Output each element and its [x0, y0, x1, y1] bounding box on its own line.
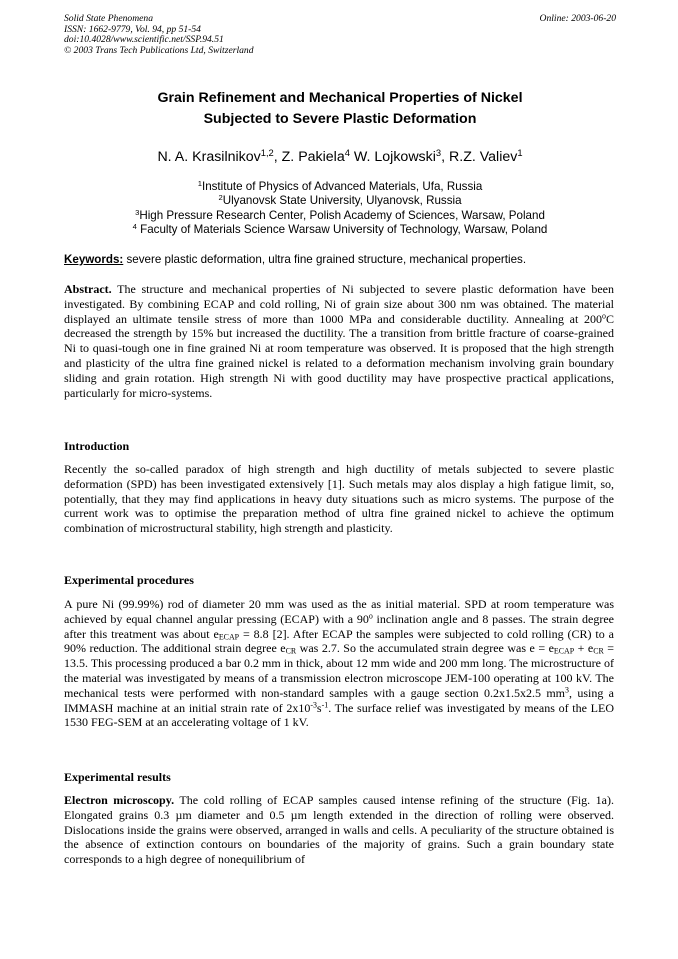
- journal-name: Solid State Phenomena: [64, 13, 153, 24]
- title-line-2: Subjected to Severe Plastic Deformation: [203, 111, 477, 127]
- author-list: [64, 147, 616, 167]
- author-name: N. A. Krasilnikov: [157, 149, 261, 165]
- affiliation-text: Institute of Physics of Advanced Materials, Ufa, Russia: [201, 180, 483, 193]
- online-date: Online: 2003-06-20: [539, 13, 616, 24]
- results-heading: Experimental results: [64, 770, 171, 784]
- affiliation-list: [64, 180, 616, 238]
- affiliation-sup: 3: [135, 207, 140, 217]
- text-run: inclination angle and 8 passes. The strain degree after this treatment was about e: [64, 611, 614, 641]
- author-affil-sup: 1,2: [260, 147, 274, 158]
- affiliation-text: Ulyanovsk State University, Ulyanovsk, Russia: [222, 194, 462, 208]
- text-run: , using a IMMASH machine at an initial strain rate of 2x10: [64, 685, 614, 715]
- keywords-text: severe plastic deformation, ultra fine grained structure, mechanical properties.: [123, 253, 527, 266]
- author-name: R.Z. Valiev: [449, 149, 518, 165]
- affiliation-sup: 4: [132, 222, 137, 232]
- affiliation-line: [64, 209, 616, 223]
- abstract-label: Abstract.: [64, 282, 112, 296]
- superscript: -3: [310, 700, 317, 710]
- affiliation-sup: 2: [218, 193, 223, 203]
- subscript: ECAP: [218, 632, 240, 642]
- issn-line: ISSN: 1662-9779, Vol. 94, pp 51-54: [64, 23, 201, 35]
- experimental-paragraph: [64, 597, 614, 730]
- experimental-heading: Experimental procedures: [64, 573, 194, 587]
- results-lead: Electron microscopy.: [64, 793, 175, 807]
- superscript: -1: [321, 700, 329, 710]
- subscript: ECAP: [553, 646, 575, 656]
- text-run: = 8.8 [2]. After ECAP the samples were subjected to cold rolling (CR) to a 90% reduction. The additional strain degree e: [64, 626, 614, 656]
- paper-title: [64, 88, 616, 130]
- text-run: s: [316, 700, 322, 715]
- superscript: o: [368, 611, 373, 621]
- author-affil-sup: 1: [517, 147, 523, 158]
- author-name: W. Lojkowski: [353, 149, 436, 165]
- subscript: CR: [593, 646, 604, 656]
- keywords: [64, 253, 624, 267]
- introduction-paragraph: Recently the so-called paradox of high strength and high ductility of metals subjected to severe plastic deformation (SPD) has been investigated extensively [1]. Such metals may alos display a high fatigue limit, so, potentially, that they may find applications in heavy duty situations such as micro systems. The purpose of the current work was to optimise the preparation method of ultra fine grained nickel to achieve the optimum combination of microstructural stability, high strength and plasticity.: [64, 462, 614, 536]
- author-sep: ,: [441, 149, 450, 165]
- affiliation-text: Faculty of Materials Science Warsaw University of Technology, Warsaw, Poland: [136, 223, 548, 237]
- superscript: 3: [565, 685, 569, 695]
- text-run: was 2.7. So the accumulated strain degree was e = e: [296, 641, 554, 656]
- results-text: The cold rolling of ECAP samples caused intense refining of the structure (Fig. 1a). Elongated grains 0.3 µm diameter and 0.5 µm length extended in the direction of rolling were observed. Dislocations inside the grains were observed, arranged in walls and cells. A peculiarity of the structure obtained is the absence of extinction contours on boundaries of the majority of grains. Such a grain boundary state corresponds to a high degree of nonequilibrium of: [64, 793, 615, 867]
- abstract-text-b: C decreased the strength by 15% but increased the ductility. The a transition from brittle fracture of coarse-grained Ni to quasi-tough one in fine grained Ni at room temperature was observed. It is proposed that the high strength and plasticity of the ultra fine grained nickel is related to a deformation mechanism involving grain boundary sliding and grain rotation. High strength Ni with good ductility may have prospective practical applications, particularly for micro-systems.: [64, 311, 614, 400]
- abstract-text-a: The structure and mechanical properties of Ni subjected to severe plastic deformation have been investigated. By combining ECAP and cold rolling, Ni of grain size about 300 nm was obtained. The material displayed an ultimate tensile stress of more than 1000 MPa and considerable ductility. Annealing at 200: [64, 282, 614, 326]
- author-affil-sup: 3: [435, 147, 442, 158]
- copyright-line: © 2003 Trans Tech Publications Ltd, Switzerland: [64, 44, 254, 56]
- doi-line: doi:10.4028/www.scientific.net/SSP.94.51: [64, 34, 224, 46]
- text-run: + e: [574, 641, 594, 656]
- text-run: = 13.5. This processing produced a bar 0.2 mm in thick, about 12 mm wide and 200 mm long. The microstructure of the material was investigated by means of a transmission electron microscope JEM-100 operating at 100 kV. The mechanical tests were performed with non-standard samples with a gauge section 0.2x1.5x2.5 mm: [64, 641, 615, 700]
- introduction-heading: Introduction: [64, 439, 130, 453]
- degree-sup: o: [602, 311, 606, 321]
- subscript: CR: [285, 646, 297, 656]
- results-paragraph: [64, 793, 614, 867]
- abstract: [64, 282, 614, 400]
- affiliation-line: [64, 180, 616, 194]
- affiliation-sup: 1: [197, 178, 202, 188]
- title-line-1: Grain Refinement and Mechanical Properties of Nickel: [157, 90, 523, 106]
- author-name: Z. Pakiela: [281, 149, 345, 165]
- text-run: . The surface relief was investigated by means of the LEO 1530 FEG-SEM at an accelerating voltage of 1 kV.: [64, 700, 615, 730]
- affiliation-line: [64, 194, 616, 208]
- author-sep: ,: [273, 149, 282, 165]
- journal-header: [64, 14, 616, 56]
- author-affil-sup: 4: [344, 147, 350, 158]
- affiliation-line: [64, 223, 616, 237]
- keywords-label: Keywords:: [64, 253, 124, 266]
- affiliation-text: High Pressure Research Center, Polish Academy of Sciences, Warsaw, Poland: [139, 208, 545, 222]
- text-run: A pure Ni (99.99%) rod of diameter 20 mm was used as the as initial material. SPD at room temperature was achieved by equal channel angular pressing (ECAP) with a 90: [64, 597, 614, 626]
